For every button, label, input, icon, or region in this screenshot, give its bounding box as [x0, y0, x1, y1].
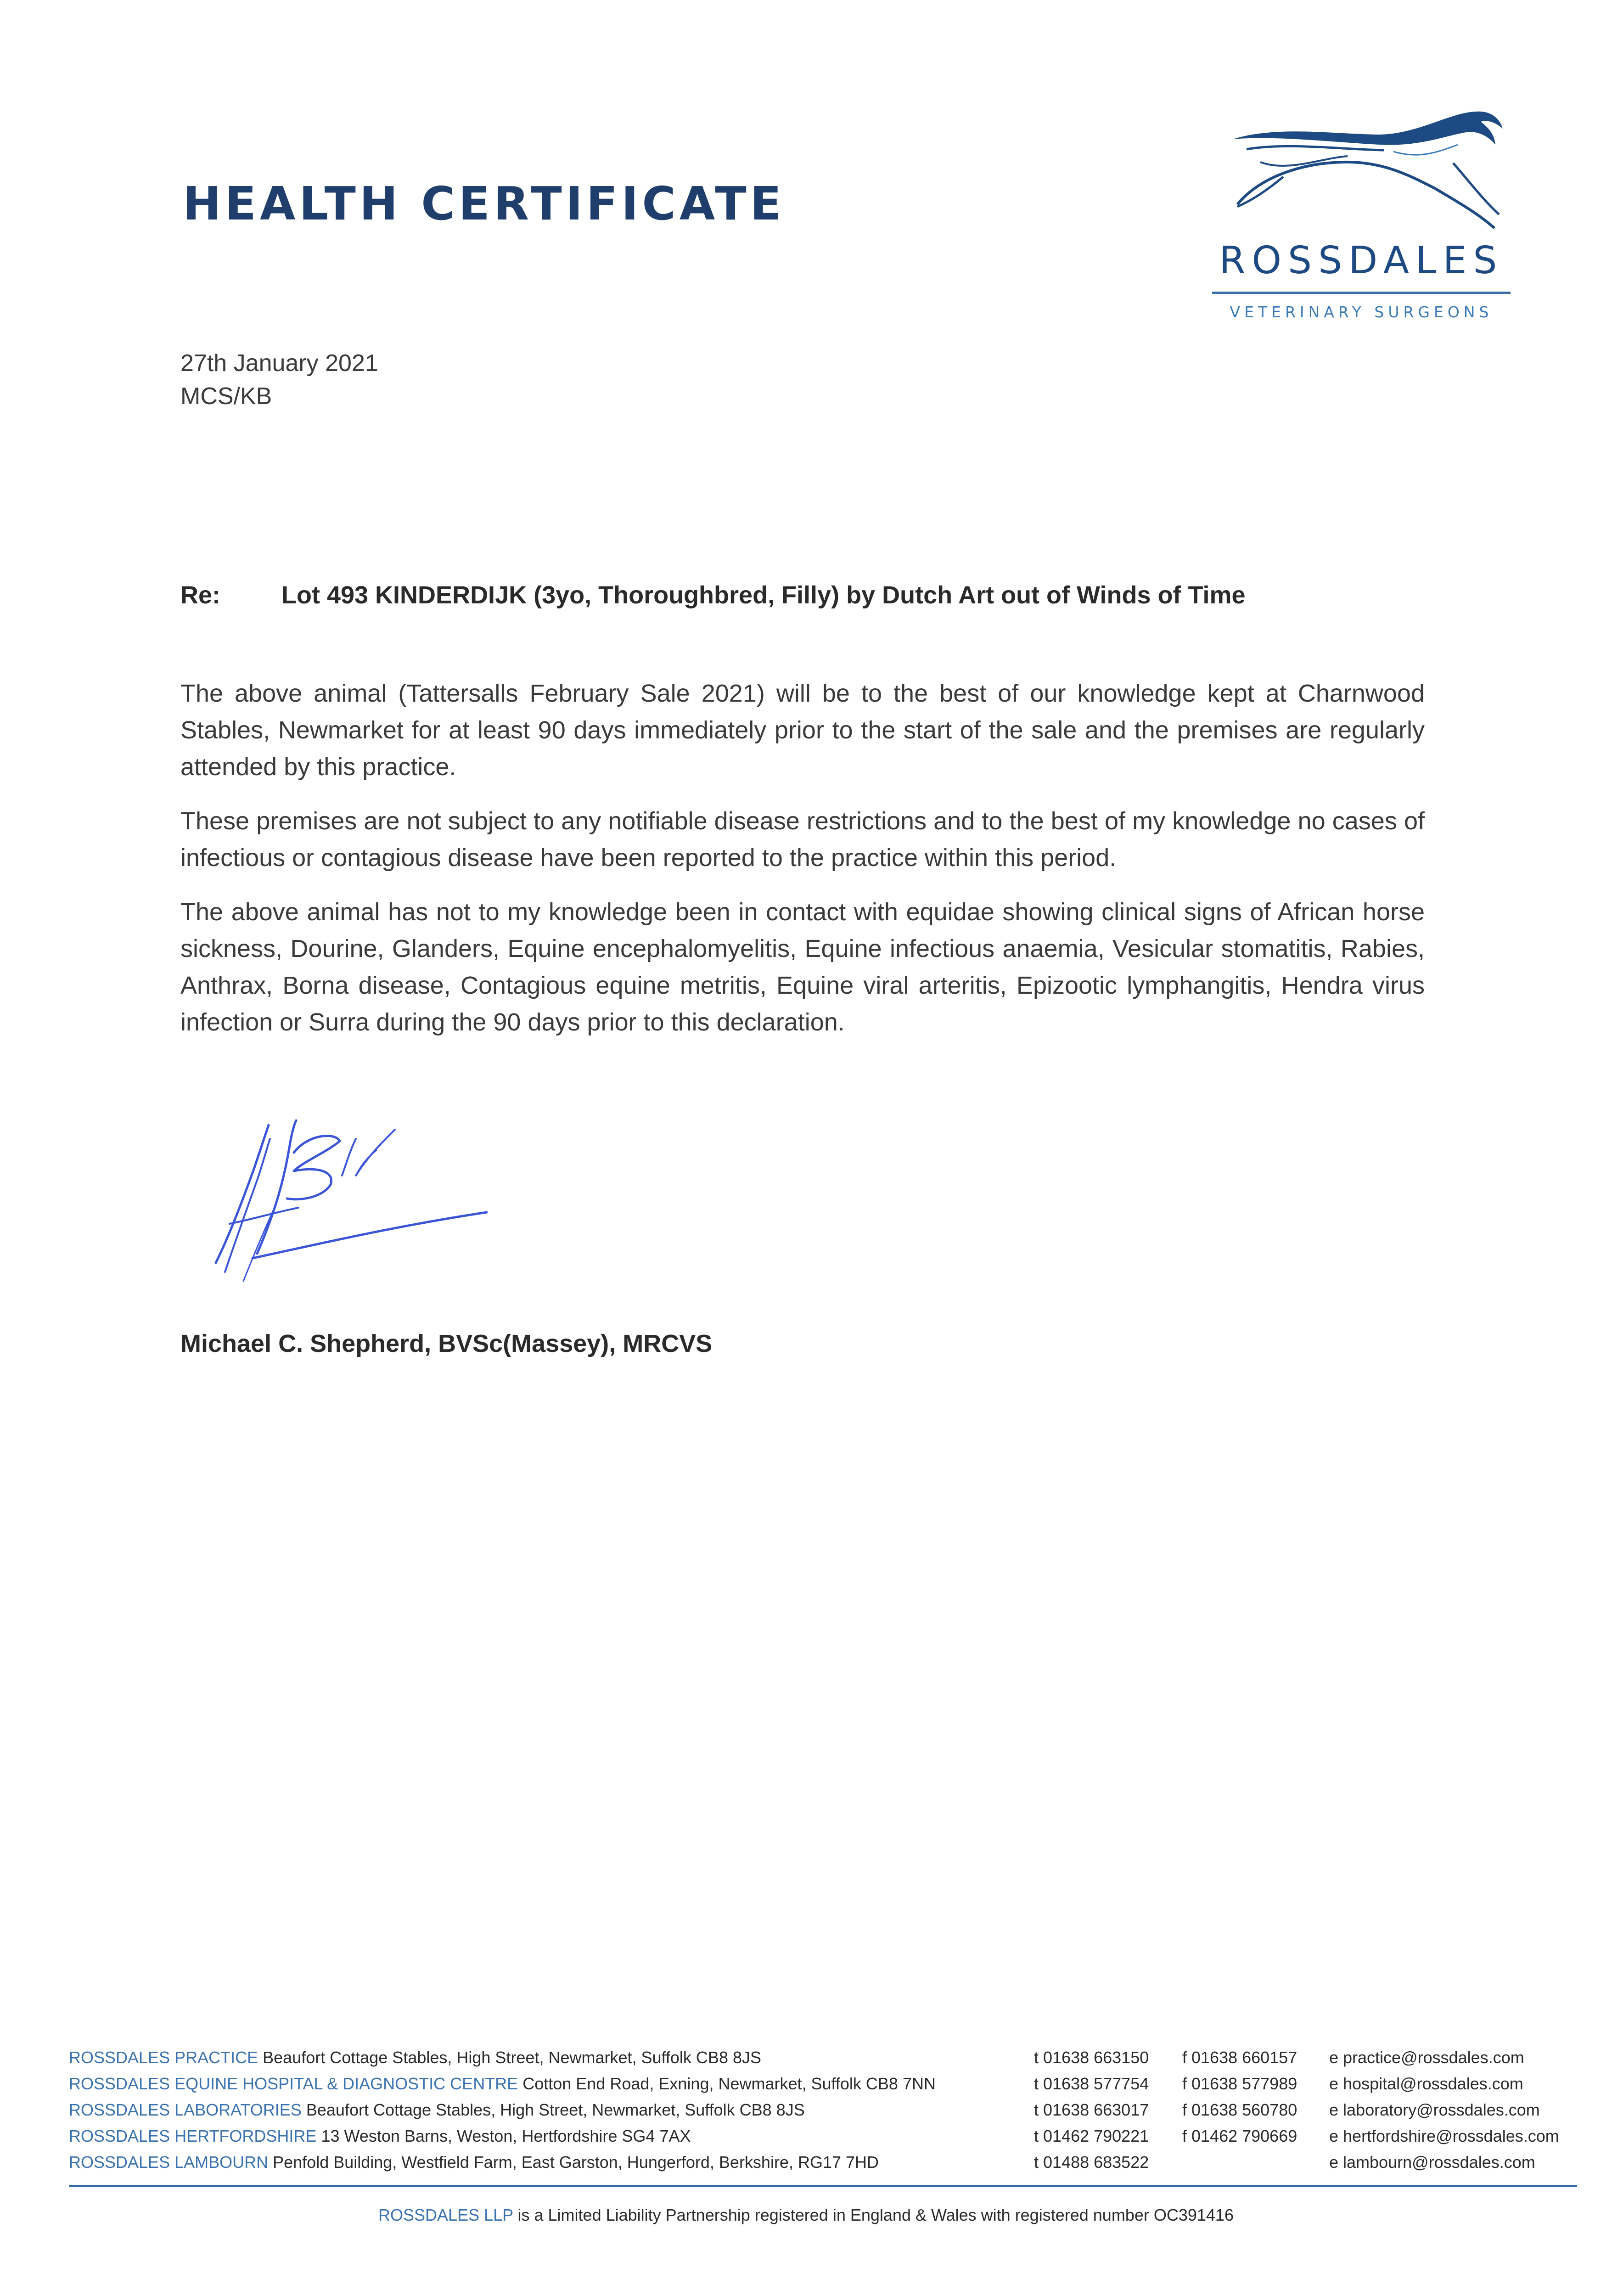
- llp-statement: [0, 2206, 1612, 2225]
- office-fax: f 01638 577989: [1182, 2074, 1297, 2093]
- office-telephone: t 01638 663150: [1034, 2048, 1149, 2067]
- logo-divider: [1212, 292, 1511, 294]
- footer-office-row: [69, 2048, 1575, 2074]
- office-address: Beaufort Cottage Stables, High Street, Newmarket, Suffolk CB8 8JS: [306, 2100, 805, 2119]
- llp-name: ROSSDALES LLP: [378, 2206, 513, 2224]
- office-name: ROSSDALES PRACTICE: [69, 2048, 258, 2067]
- office-address: Penfold Building, Westfield Farm, East Garston, Hungerford, Berkshire, RG17 7HD: [273, 2153, 879, 2172]
- llp-text: is a Limited Liability Partnership registered in England & Wales with registered number OC391416: [517, 2206, 1234, 2224]
- office-address: Beaufort Cottage Stables, High Street, Newmarket, Suffolk CB8 8JS: [263, 2048, 761, 2067]
- footer-office-row: [69, 2074, 1575, 2100]
- body-paragraph: The above animal has not to my knowledge been in contact with equidae showing clinical signs of African horse sickness, Dourine, Glanders, Equine encephalomyelitis, Equine infectious anaemia, Vesicular stomatitis, Rabies, Anthrax, Borna disease, Contagious equine metritis, Equine viral arteritis, Epizootic lymphangitis, Hendra virus infection or Surra during the 90 days prior to this declaration.: [180, 898, 1425, 1036]
- galloping-horse-logo-icon: [1219, 108, 1513, 232]
- office-email: e lambourn@rossdales.com: [1329, 2153, 1535, 2172]
- letter-date: 27th January 2021: [180, 350, 378, 377]
- office-name: ROSSDALES EQUINE HOSPITAL & DIAGNOSTIC CENTRE: [69, 2074, 518, 2093]
- logo-wordmark: ROSSDALES: [1219, 239, 1504, 282]
- office-telephone: t 01638 577754: [1034, 2074, 1149, 2093]
- office-telephone: t 01638 663017: [1034, 2100, 1149, 2119]
- office-address: 13 Weston Barns, Weston, Hertfordshire SG4 7AX: [321, 2127, 691, 2145]
- rossdales-logo: [1205, 108, 1517, 338]
- footer-office-row: [69, 2153, 1575, 2179]
- letter-reference: MCS/KB: [180, 383, 272, 410]
- subject-label: Re:: [180, 581, 221, 609]
- letter-meta: [180, 347, 378, 413]
- footer-office-row: [69, 2127, 1575, 2153]
- office-fax: f 01462 790669: [1182, 2127, 1297, 2145]
- office-telephone: t 01462 790221: [1034, 2127, 1149, 2145]
- office-email: e laboratory@rossdales.com: [1329, 2100, 1540, 2119]
- office-address: Cotton End Road, Exning, Newmarket, Suffolk CB8 7NN: [522, 2074, 936, 2093]
- footer-offices: [69, 2048, 1575, 2179]
- handwritten-signature-icon: [202, 1107, 514, 1290]
- office-name: ROSSDALES LABORATORIES: [69, 2100, 302, 2119]
- office-telephone: t 01488 683522: [1034, 2153, 1149, 2172]
- certificate-body: [180, 675, 1425, 1058]
- footer-office-row: [69, 2100, 1575, 2127]
- office-email: e hertfordshire@rossdales.com: [1329, 2127, 1559, 2145]
- document-title: HEALTH CERTIFICATE: [183, 177, 785, 231]
- office-fax: f 01638 660157: [1182, 2048, 1297, 2067]
- body-paragraph: The above animal (Tattersalls February Sale 2021) will be to the best of our knowledge kept at Charnwood Stables, Newmarket for at least 90 days immediately prior to the start of the sale and the premises are regularly attended by this practice.: [180, 680, 1425, 781]
- office-name: ROSSDALES HERTFORDSHIRE: [69, 2127, 317, 2145]
- logo-tagline: VETERINARY SURGEONS: [1230, 303, 1493, 321]
- subject-text: Lot 493 KINDERDIJK (3yo, Thoroughbred, Filly) by Dutch Art out of Winds of Time: [281, 581, 1246, 609]
- body-paragraph: These premises are not subject to any notifiable disease restrictions and to the best of my knowledge no cases of infectious or contagious disease have been reported to the practice within this period.: [180, 807, 1425, 872]
- office-email: e practice@rossdales.com: [1329, 2048, 1524, 2067]
- office-name: ROSSDALES LAMBOURN: [69, 2153, 269, 2172]
- footer-divider: [69, 2185, 1577, 2187]
- subject-line: [180, 581, 1246, 609]
- signatory-name: Michael C. Shepherd, BVSc(Massey), MRCVS: [180, 1330, 713, 1357]
- office-fax: f 01638 560780: [1182, 2100, 1297, 2119]
- office-email: e hospital@rossdales.com: [1329, 2074, 1523, 2093]
